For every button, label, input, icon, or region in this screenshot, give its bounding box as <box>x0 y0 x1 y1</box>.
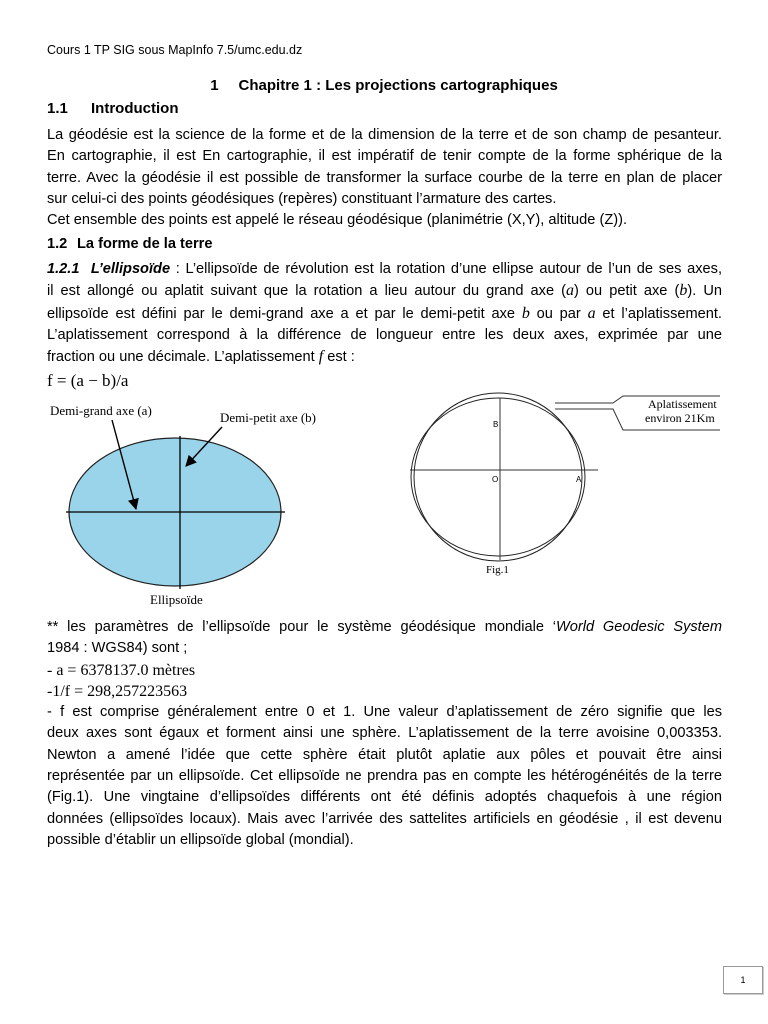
ellipsoid-text: ). Un <box>687 283 722 300</box>
figure-caption: Fig.1 <box>486 564 509 576</box>
wgs-system-name: World Geodesic System <box>555 619 722 635</box>
wgs-line: données (ellipsoïdes locaux). Mais avec l’arrivée des sattelites artificiels en géodésie , il est devenu <box>47 810 722 827</box>
ellipsoid-text: : L’ellipsoïde de révolution est la rotation d’une ellipse autour de l’un de ses axes, <box>170 261 722 277</box>
ellipsoid-text: et l’aplatissement. <box>595 305 722 322</box>
intro-line: La géodésie est la science de la forme et de la dimension de la terre et de son champ de pesanteur. <box>47 127 722 143</box>
ellipsoid-text: ) ou petit axe ( <box>574 283 680 300</box>
point-b-label: B <box>493 420 499 429</box>
label-semi-major: Demi-grand axe (a) <box>50 403 152 418</box>
chapter-title-text: Chapitre 1 : Les projections cartographiques <box>238 77 558 94</box>
wgs-line: représentée par un ellipsoïde. Cet ellipsoïde ne prendra pas en compte les hétérogénéités de la terre <box>47 768 722 785</box>
label-flattening: Aplatissement <box>648 397 717 411</box>
section-number: 1.1 <box>47 100 68 117</box>
section-number: 1.2 <box>47 236 68 252</box>
math-var-a: a <box>566 282 574 300</box>
subsection-number: 1.2.1 <box>47 261 80 277</box>
subsection-title: L’ellipsoïde <box>90 261 171 277</box>
ellipsoid-text: est : <box>323 349 355 366</box>
intro-line: terre. Avec la géodésie il est possible de transformer la surface courbe de la terre en plan de placer <box>47 169 722 186</box>
ellipsoid-line: L’aplatissement correspond à la différence de longueur entre les deux axes, exprimée par une <box>47 326 722 343</box>
label-ellipsoid: Ellipsoïde <box>150 592 203 607</box>
intro-line: En cartographie, il est En cartographie, il est impératif de tenir compte de la forme sphérique de la <box>47 148 722 165</box>
wgs-line: possible d’établir un ellipsoïde global (mondial). <box>47 831 354 848</box>
point-a-label: A <box>576 475 582 484</box>
wgs-line: deux axes sont égaux et forment ainsi une sphère. L’aplatissement de la terre avoisine 0,003353. <box>47 725 722 742</box>
page-number: 1 <box>723 966 763 994</box>
label-flattening-value: environ 21Km <box>645 411 715 425</box>
point-o-label: O <box>492 475 499 484</box>
section-title: La forme de la terre <box>77 236 213 252</box>
chapter-number: 1 <box>210 77 219 94</box>
math-var-a: a <box>587 304 596 322</box>
ellipsoid-text: fraction ou une décimale. L’aplatissement <box>47 349 319 366</box>
intro-line: sur celui-ci des points géodésiques (repères) constituant l’armature des cartes. <box>47 190 557 207</box>
label-semi-minor: Demi-petit axe (b) <box>220 410 317 425</box>
ellipsoid-text: il est allongé ou aplatit suivant que la rotation a lieu autour du grand axe ( <box>47 283 566 300</box>
wgs-text: ** les paramètres de l’ellipsoïde pour le système géodésique mondiale ‘ <box>47 619 556 635</box>
wgs-line: Newton a amené l’idée que cette sphère était plutôt aplatie aux pôles et pouvait être ainsi <box>47 746 722 763</box>
ellipsoid-text: ellipsoïde est défini par le demi-grand axe a et par le demi-petit axe <box>47 305 522 322</box>
running-header: Cours 1 TP SIG sous MapInfo 7.5/umc.edu.dz <box>47 43 303 57</box>
math-var-b: b <box>679 282 688 300</box>
intro-line: Cet ensemble des points est appelé le réseau géodésique (planimétrie (X,Y), altitude (Z)). <box>47 212 628 229</box>
param-a: - a = 6378137.0 mètres <box>47 661 196 679</box>
math-var-f: f <box>318 348 324 366</box>
wgs-line: - f est comprise généralement entre 0 et 1. Une valeur d’aplatissement de zéro signifie que les <box>47 704 722 721</box>
ellipsoid-text: ou par <box>529 305 588 322</box>
flattening-formula: f = (a − b)/a <box>47 371 129 390</box>
wgs-line: (Fig.1). Une vingtaine d’ellipsoïdes différents ont été définis adoptés chaquefois à une région <box>47 789 722 806</box>
param-inverse-f: -1/f = 298,257223563 <box>47 682 188 700</box>
wgs-line: 1984 : WGS84) sont ; <box>47 640 188 657</box>
section-title: Introduction <box>91 100 179 117</box>
wgs-line <box>47 617 722 638</box>
wgs-paragraph <box>47 617 722 851</box>
math-var-b: b <box>521 304 530 322</box>
